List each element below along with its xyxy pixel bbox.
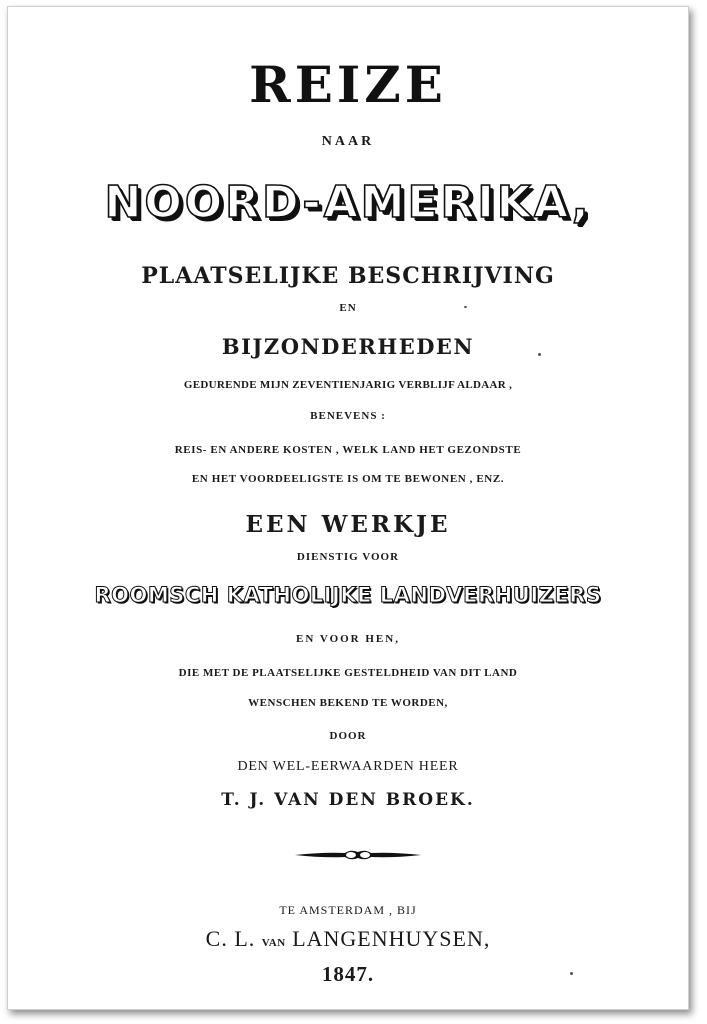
audience-heading: ROOMSCH KATHOLIJKE LANDVERHUIZERS [94,583,602,607]
work-heading: EEN WERKJE [245,511,451,538]
subtitle-line-1: PLAATSELIJKE BESCHRIJVING [141,263,555,289]
imprint-place: TE AMSTERDAM , BIJ [279,903,417,917]
subtitle-line-6: EN HET VOORDEELIGSTE IS OM TE BEWONEN , ENZ. [191,473,505,485]
by-line: DOOR [329,730,367,742]
imprint-publisher [8,928,688,950]
subtitle-line-5: REIS- EN ANDERE KOSTEN , WELK LAND HET GEZONDSTE [174,444,522,456]
title-connector: NAAR [321,134,375,149]
destination-heading: NOORD-AMERIKA, [104,177,592,228]
publisher-surname: LANGENHUYSEN, [292,926,491,951]
author-honorific: DEN WEL-EERWAARDEN HEER [237,759,459,774]
print-speck [538,353,541,356]
imprint-year: 1847. [321,962,375,986]
title-page [7,6,689,1010]
subtitle-line-4: BENEVENS : [310,410,386,422]
purpose-line: DIENSTIG VOOR [296,551,400,563]
scroll-ornament-icon [293,846,423,864]
subtitle-conjunction: EN [339,302,357,314]
print-speck [464,306,467,308]
audience-line-1: EN VOOR HEN, [296,633,400,645]
author-name: T. J. VAN DEN BROEK. [221,790,475,810]
audience-line-3: WENSCHEN BEKEND TE WORDEN, [248,697,448,709]
subtitle-line-3: GEDURENDE MIJN ZEVENTIENJARIG VERBLIJF ALDAAR , [183,379,513,391]
audience-line-2: DIE MET DE PLAATSELIJKE GESTELDHEID VAN DIT LAND [178,667,518,679]
subtitle-line-2: BIJZONDERHEDEN [221,334,475,359]
print-speck [570,972,573,975]
publisher-particle: VAN [261,937,286,949]
book-title: REIZE [249,55,447,114]
publisher-initials: C. L. [205,926,256,951]
